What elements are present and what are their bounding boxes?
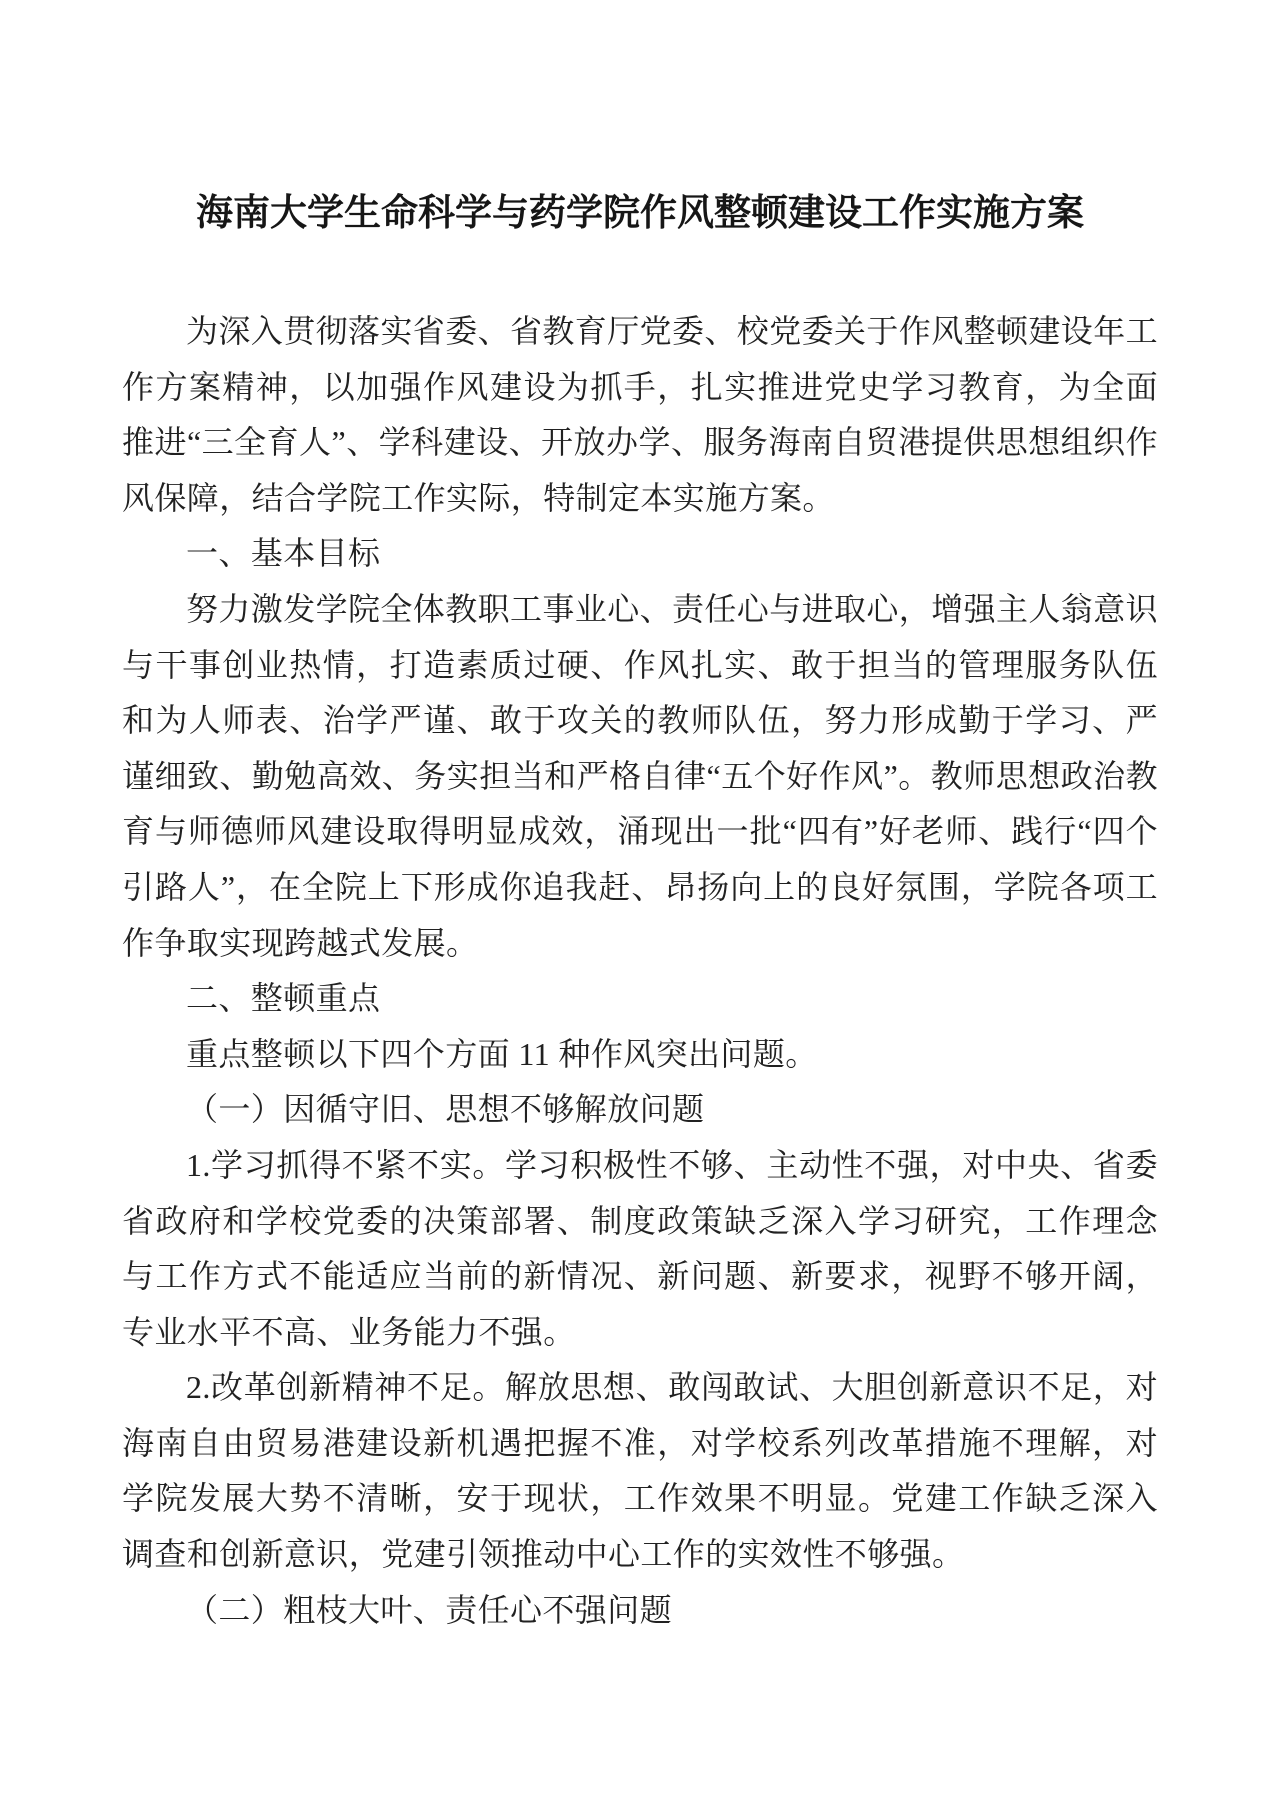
heading-rectification-focus: 二、整顿重点: [186, 980, 381, 1017]
document-title: 海南大学生命科学与药学院作风整顿建设工作实施方案: [196, 192, 1084, 233]
paragraph-problem-1-item-2: 2.改革创新精神不足。解放思想、敢闯敢试、大胆创新意识不足，对海南自由贸易港建设新机遇把握不准，对学校系列改革措施不理解，对学院发展大势不清晰，安于现状，工作效果不明显。党建工作缺乏深入调查和创新意识，党建引领推动中心工作的实效性不够强。: [122, 1369, 1158, 1573]
paragraph-basic-goals: 努力激发学院全体教职工事业心、责任心与进取心，增强主人翁意识与干事创业热情，打造素质过硬、作风扎实、敢于担当的管理服务队伍和为人师表、治学严谨、敢于攻关的教师队伍，努力形成勤于学习、严谨细致、勤勉高效、务实担当和严格自律“五个好作风”。教师思想政治教育与师德师风建设取得明显成效，涌现出一批“四有”好老师、践行“四个引路人”，在全院上下形成你追我赶、昂扬向上的良好氛围，学院各项工作争取实现跨越式发展。: [122, 590, 1159, 961]
heading-basic-goals: 一、基本目标: [186, 535, 381, 572]
paragraph-intro: 为深入贯彻落实省委、省教育厅党委、校党委关于作风整顿建设年工作方案精神，以加强作风建设为抓手，扎实推进党史学习教育，为全面推进“三全育人”、学科建设、开放办学、服务海南自贸港提供思想组织作风保障，结合学院工作实际，特制定本实施方案。: [122, 313, 1159, 516]
paragraph-problem-1-item-1: 1.学习抓得不紧不实。学习积极性不够、主动性不强，对中央、省委省政府和学校党委的决策部署、制度政策缺乏深入学习研究，工作理念与工作方式不能适应当前的新情况、新问题、新要求，视野不够开阔，专业水平不高、业务能力不强。: [122, 1146, 1158, 1350]
heading-problem-1: （一）因循守旧、思想不够解放问题: [186, 1091, 705, 1128]
paragraph-focus-overview: 重点整顿以下四个方面 11 种作风突出问题。: [186, 1035, 818, 1072]
heading-problem-2: （二）粗枝大叶、责任心不强问题: [186, 1591, 673, 1628]
document-body: [122, 304, 1158, 1638]
